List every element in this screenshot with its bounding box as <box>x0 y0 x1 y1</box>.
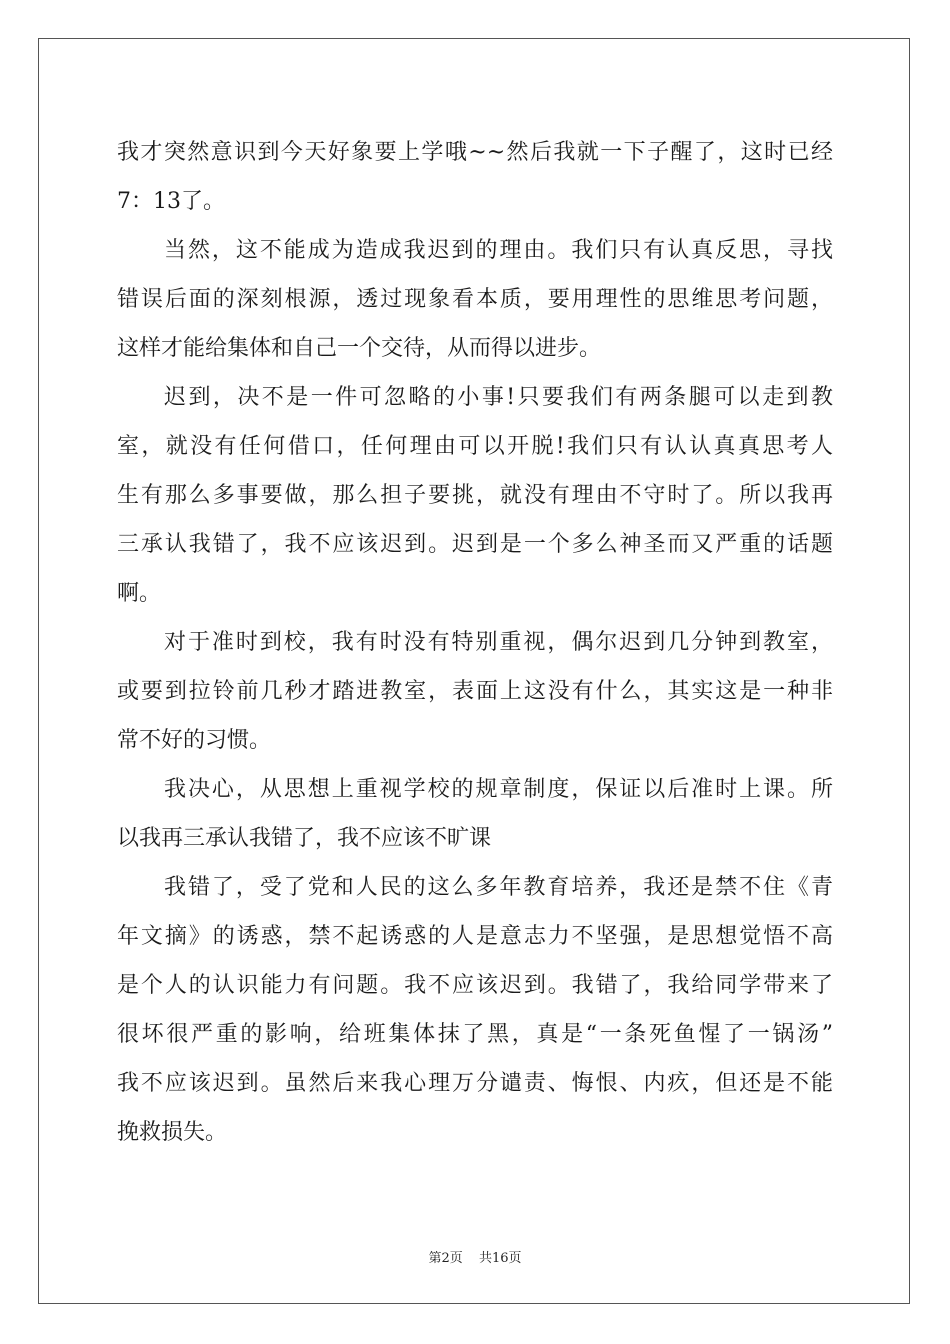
text-line: 7：13了。 <box>117 189 225 214</box>
text-line: 我不应该迟到。虽然后来我心理万分谴责、悔恨、内疚，但还是不能 <box>117 1071 833 1096</box>
text-line: 很坏很严重的影响，给班集体抹了黑，真是“一条死鱼惺了一锅汤” <box>117 1022 833 1047</box>
text-line: 错误后面的深刻根源，透过现象看本质，要用理性的思维思考问题， <box>117 287 833 312</box>
text-line: 迟到，决不是一件可忽略的小事!只要我们有两条腿可以走到教 <box>164 385 833 410</box>
text-line: 当然，这不能成为造成我迟到的理由。我们只有认真反思，寻找 <box>164 238 833 263</box>
document-body <box>117 128 833 1157</box>
text-line: 三承认我错了，我不应该迟到。迟到是一个多么神圣而又严重的话题 <box>117 532 833 557</box>
page-number: 第2页 <box>428 1251 463 1266</box>
text-line: 常不好的习惯。 <box>117 728 272 753</box>
text-line: 啊。 <box>117 581 162 606</box>
page-total: 共16页 <box>478 1251 522 1266</box>
text-line: 是个人的认识能力有问题。我不应该迟到。我错了，我给同学带来了 <box>117 973 833 998</box>
text-line: 我才突然意识到今天好象要上学哦~~然后我就一下子醒了，这时已经 <box>117 140 833 165</box>
text-line: 或要到拉铃前几秒才踏进教室，表面上这没有什么，其实这是一种非 <box>117 679 833 704</box>
text-line: 室，就没有任何借口，任何理由可以开脱!我们只有认认真真思考人 <box>117 434 833 459</box>
text-line: 我决心，从思想上重视学校的规章制度，保证以后准时上课。所 <box>164 777 833 802</box>
text-line: 生有那么多事要做，那么担子要挑，就没有理由不守时了。所以我再 <box>117 483 833 508</box>
text-line: 对于准时到校，我有时没有特别重视，偶尔迟到几分钟到教室， <box>164 630 833 655</box>
text-line: 以我再三承认我错了，我不应该不旷课 <box>117 826 492 851</box>
page-footer <box>0 1247 950 1266</box>
text-line: 年文摘》的诱惑，禁不起诱惑的人是意志力不坚强，是思想觉悟不高 <box>117 924 833 949</box>
text-line: 挽救损失。 <box>117 1120 228 1145</box>
text-line: 这样才能给集体和自己一个交待，从而得以进步。 <box>117 336 602 361</box>
text-line: 我错了，受了党和人民的这么多年教育培养，我还是禁不住《青 <box>164 875 833 900</box>
